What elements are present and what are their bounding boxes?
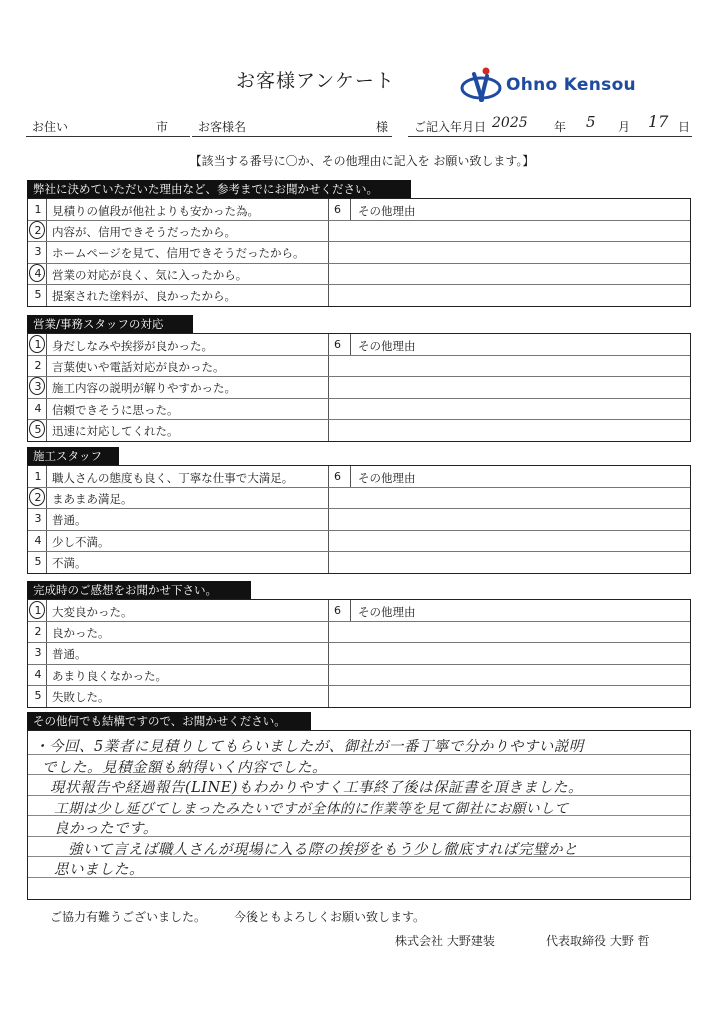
option-number: 2 [34,625,42,639]
option-label: 提案された塗料が、良かったから。 [52,288,236,303]
day-label: 日 [678,120,691,134]
option-row [28,551,328,572]
option-row [28,419,328,440]
option-number: 2 [34,359,42,373]
option-label: 良かった。 [52,626,110,641]
option-row [28,398,328,419]
option-row [28,263,328,284]
section-box [27,333,691,442]
free-comment-box [27,730,691,900]
option-number: 5 [34,688,42,702]
comment-line: 思いました。 [54,862,144,878]
comment-line: 現状報告や経過報告(LINE)もわかりやすく工事終了後は保証書を頂きました。 [50,780,583,796]
option-row [28,508,328,529]
option-label: あまり良くなかった。 [52,668,167,683]
option-number: 2 [34,491,42,505]
day-value: 17 [648,112,669,131]
option-number: 4 [34,266,42,280]
customer-name-label: お客様名 [198,120,247,134]
selected-circle-mark [29,601,45,619]
company-logo [460,66,700,106]
option-number: 3 [34,512,42,526]
option-label: 信頼できそうに思った。 [52,402,179,417]
instruction-text: 【該当する番号に〇か、その他理由に記入を お願い致します。】 [189,154,535,168]
option-number: 3 [34,245,42,259]
regards-text: 今後ともよろしくお願い致します。 [234,910,426,924]
comment-line: 良かったです。 [54,821,158,837]
option-label: 見積りの値段が他社よりも安かった為。 [52,204,259,218]
option-number: 3 [34,646,42,660]
other-reason-label: その他理由 [358,471,416,485]
option-row [28,664,328,685]
section-heading: 営業/事務スタッフの対応 [27,315,193,333]
option-number: 4 [34,533,42,547]
other-reason-number: 6 [334,470,341,483]
month-label: 月 [618,120,631,134]
option-row [28,199,328,220]
option-row [28,334,328,355]
option-row [28,355,328,376]
option-number: 2 [34,224,42,238]
option-label: 不満。 [52,555,87,570]
option-label: 大変良かった。 [52,605,133,619]
option-number: 4 [34,401,42,415]
section-heading: 弊社に決めていただいた理由など、参考までにお聞かせください。 [27,180,411,198]
option-label: ホームページを見て、信用できそうだったから。 [52,246,305,261]
comment-line: ・今回、5業者に見積りしてもらいましたが、御社が一番丁寧で分かりやすい説明 [34,739,584,755]
comment-line: 工期は少し延びてしまったみたいですが全体的に作業等を見て御社にお願いして [54,800,569,817]
option-label: 施工内容の説明が解りやすかった。 [52,381,236,396]
other-reason-number: 6 [334,338,341,351]
selected-circle-mark [29,264,45,282]
option-row [28,621,328,642]
ceo-name: 代表取締役 大野 哲 [546,934,650,948]
other-reason-label: その他理由 [358,204,416,218]
address-label: お住い [32,120,69,134]
section-box [27,465,691,574]
customer-info-row [26,112,692,138]
option-number: 5 [34,287,42,301]
section-heading: 完成時のご感想をお聞かせ下さい。 [27,581,251,599]
option-label: 普通。 [52,513,87,528]
option-row [28,600,328,621]
option-row [28,487,328,508]
option-label: 内容が、信用できそうだったから。 [52,225,236,240]
option-number: 1 [34,338,42,351]
free-comment-heading: その他何でも結構ですので、お聞かせください。 [27,712,311,730]
section-box [27,599,691,708]
section-heading: 施工スタッフ [27,447,119,465]
option-number: 1 [34,604,42,617]
option-row [28,220,328,241]
month-value: 5 [586,113,596,131]
option-label: 少し不満。 [52,534,110,549]
ohno-kensou-logo-icon [460,66,502,106]
selected-circle-mark [29,420,45,438]
date-label: ご記入年月日 [414,120,487,134]
option-label: 身だしなみや挨拶が良かった。 [52,339,213,353]
year-value: 2025 [492,115,528,131]
page-title: お客様アンケート [236,70,395,92]
section-box [27,198,691,307]
option-label: 営業の対応が良く、気に入ったから。 [52,267,248,282]
other-reason-number: 6 [334,203,341,216]
comment-line: でした。見積金額も納得いく内容でした。 [42,759,327,776]
other-reason-label: その他理由 [358,605,416,619]
option-number: 4 [34,667,42,681]
option-row [28,376,328,397]
option-row [28,530,328,551]
option-row [28,466,328,487]
year-label: 年 [554,120,567,134]
other-reason-number: 6 [334,604,341,617]
thanks-text: ご協力有難うございました。 [50,910,207,924]
city-label: 市 [156,120,169,134]
option-row [28,685,328,706]
option-number: 1 [34,470,42,483]
selected-circle-mark [29,335,45,353]
option-number: 3 [34,380,42,394]
option-label: まあまあ満足。 [52,492,133,507]
logo-text: Ohno Kensou [506,75,636,95]
option-row [28,241,328,262]
other-reason-label: その他理由 [358,339,416,353]
comment-line: 強いて言えば職人さんが現場に入る際の挨拶をもう少し徹底すれば完璧かと [68,841,578,858]
company-name: 株式会社 大野建装 [395,934,495,948]
option-label: 言葉使いや電話対応が良かった。 [52,360,225,375]
honorific-label: 様 [376,120,389,134]
option-label: 迅速に対応してくれた。 [52,423,179,438]
option-label: 失敗した。 [52,689,110,704]
option-row [28,642,328,663]
option-label: 職人さんの態度も良く、丁寧な仕事で大満足。 [52,471,294,485]
option-number: 5 [34,554,42,568]
option-number: 1 [34,203,42,216]
option-number: 5 [34,422,42,436]
option-row [28,284,328,305]
option-label: 普通。 [52,647,87,662]
